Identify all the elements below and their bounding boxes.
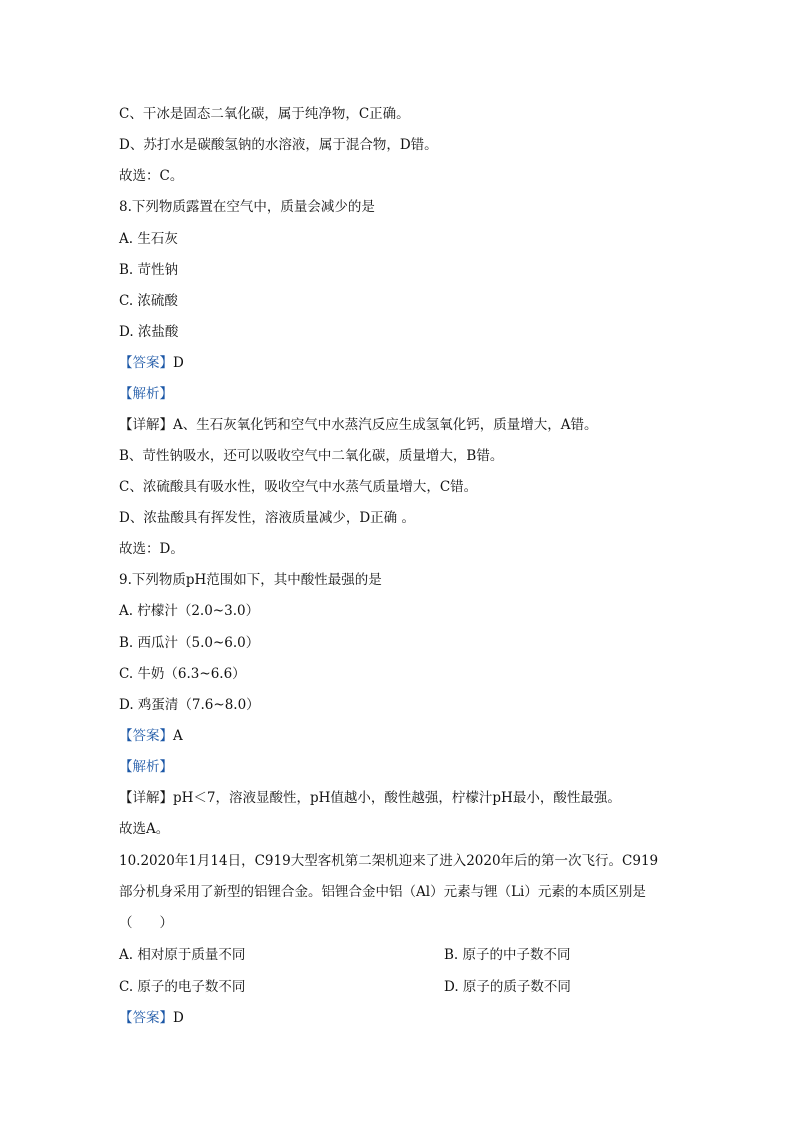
q9-option-a: A. 柠檬汁（2.0~3.0） [119, 603, 260, 619]
q7-option-c-explanation: C、干冰是固态二氧化碳，属于纯净物，C正确。 [119, 106, 410, 122]
analysis-label: 【解析】 [119, 386, 173, 402]
answer-label: 【答案】 [119, 355, 173, 371]
q9-option-b: B. 西瓜汁（5.0~6.0） [119, 635, 260, 651]
q8-option-d: D. 浓盐酸 [119, 324, 179, 340]
q9-conclusion: 故选A。 [119, 821, 170, 837]
q9-analysis-label [119, 758, 173, 776]
q9-stem: 9.下列物质pH范围如下，其中酸性最强的是 [119, 572, 382, 588]
q8-answer [119, 354, 184, 372]
q9-option-c: C. 牛奶（6.3~6.6） [119, 666, 246, 682]
detail-text: A、生石灰氧化钙和空气中水蒸汽反应生成氢氧化钙，质量增大，A错。 [173, 417, 598, 433]
q8-detail-d: D、浓盐酸具有挥发性，溶液质量减少，D正确 。 [119, 510, 415, 526]
answer-label: 【答案】 [119, 1010, 173, 1026]
analysis-label: 【解析】 [119, 759, 173, 775]
q8-stem: 8.下列物质露置在空气中，质量会减少的是 [119, 199, 375, 215]
q10-option-d: D. 原子的质子数不同 [444, 979, 571, 995]
q8-option-b: B. 苛性钠 [119, 262, 179, 278]
q10-answer [119, 1009, 184, 1027]
detail-text: pH＜7，溶液显酸性，pH值越小，酸性越强，柠檬汁pH最小，酸性最强。 [173, 790, 621, 806]
q10-stem-line1: 10.2020年1月14日，C919大型客机第二架机迎来了进入2020年后的第一次飞行。C919 [119, 853, 659, 869]
q8-detail-b: B、苛性钠吸水，还可以吸收空气中二氧化碳，质量增大，B错。 [119, 448, 504, 464]
q9-detail [119, 789, 621, 807]
q10-option-c: C. 原子的电子数不同 [119, 979, 246, 995]
answer-value: A [173, 728, 183, 744]
q10-stem-line2: 部分机身采用了新型的铝锂合金。铝锂合金中铝（Al）元素与锂（Li）元素的本质区别是 [119, 884, 646, 900]
q8-option-c: C. 浓硫酸 [119, 293, 178, 309]
q7-option-d-explanation: D、苏打水是碳酸氢钠的水溶液，属于混合物，D错。 [119, 137, 438, 153]
answer-value: D [173, 1010, 184, 1026]
detail-label: 【详解】 [119, 790, 173, 806]
q8-conclusion: 故选：D。 [119, 541, 184, 557]
q7-conclusion: 故选：C。 [119, 168, 184, 184]
q9-option-d: D. 鸡蛋清（7.6~8.0） [119, 697, 260, 713]
answer-label: 【答案】 [119, 728, 173, 744]
answer-value: D [173, 355, 184, 371]
q8-option-a: A. 生石灰 [119, 231, 178, 247]
q8-detail-c: C、浓硫酸具有吸水性，吸收空气中水蒸气质量增大，C错。 [119, 479, 478, 495]
q9-answer [119, 727, 183, 745]
detail-label: 【详解】 [119, 417, 173, 433]
q8-analysis-label [119, 385, 173, 403]
q8-detail-a [119, 416, 598, 434]
q10-option-b: B. 原子的中子数不同 [444, 947, 571, 963]
q10-stem-line3: （ ） [119, 915, 173, 931]
q10-option-a: A. 相对原于质量不同 [119, 947, 246, 963]
